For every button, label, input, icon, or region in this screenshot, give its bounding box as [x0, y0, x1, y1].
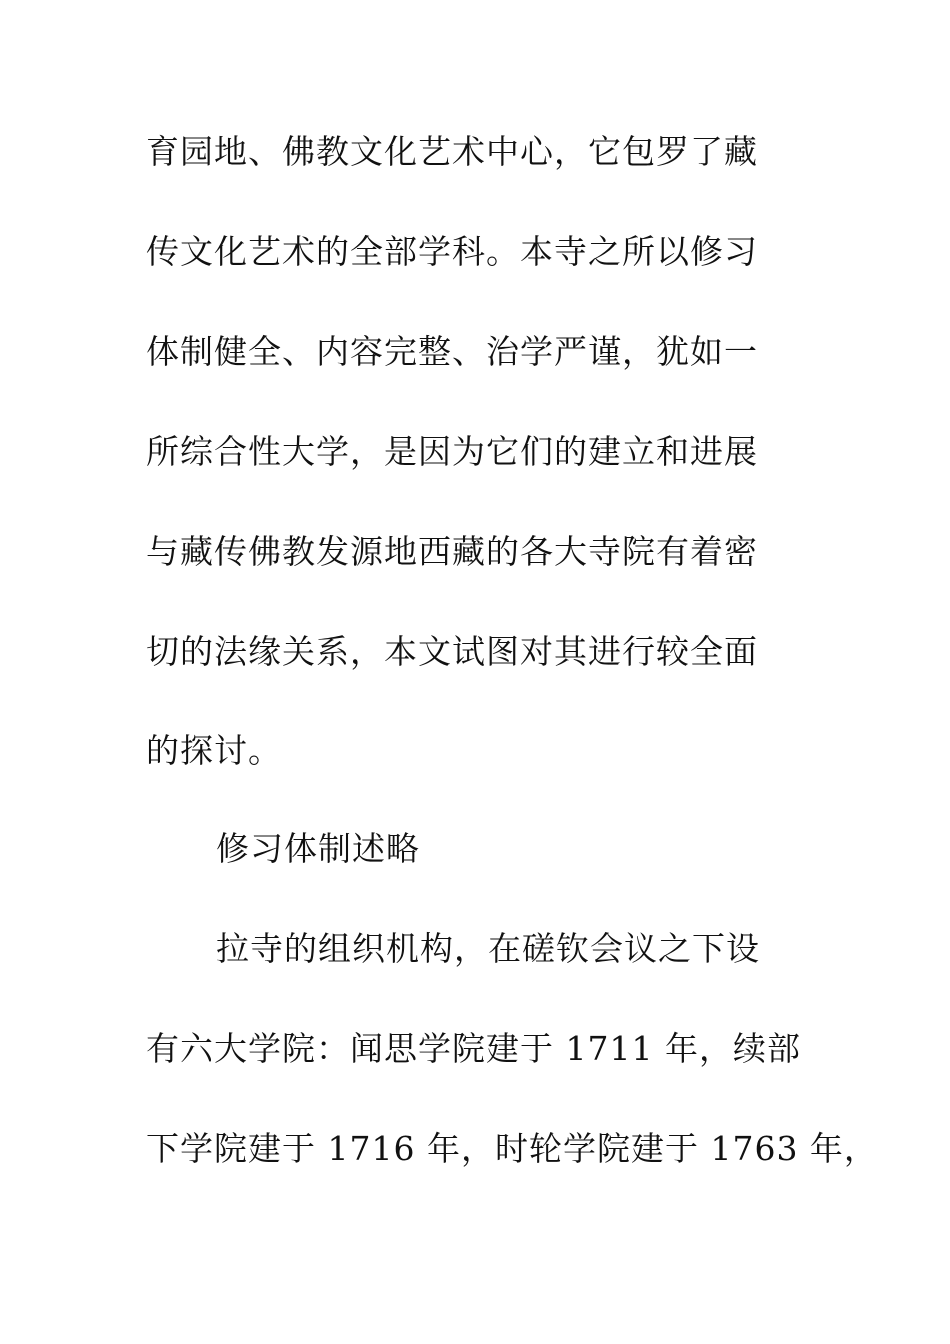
paragraph-line: 传文化艺术的全部学科。本寺之所以修习: [146, 232, 758, 271]
paragraph-line: 拉寺的组织机构，在磋钦会议之下设: [216, 929, 760, 968]
section-heading: 修习体制述略: [216, 829, 420, 868]
paragraph-line: 与藏传佛教发源地西藏的各大寺院有着密: [146, 532, 758, 571]
paragraph-line: 育园地、佛教文化艺术中心，它包罗了藏: [146, 132, 758, 171]
paragraph-line: 下学院建于 1716 年，时轮学院建于 1763 年，: [146, 1129, 878, 1168]
paragraph-line: 的探讨。: [146, 731, 282, 770]
paragraph-line: 体制健全、内容完整、治学严谨，犹如一: [146, 332, 758, 371]
paragraph-line: 切的法缘关系，本文试图对其进行较全面: [146, 632, 758, 671]
paragraph-line: 所综合性大学，是因为它们的建立和进展: [146, 432, 758, 471]
paragraph-line: 有六大学院：闻思学院建于 1711 年，续部: [146, 1029, 801, 1068]
